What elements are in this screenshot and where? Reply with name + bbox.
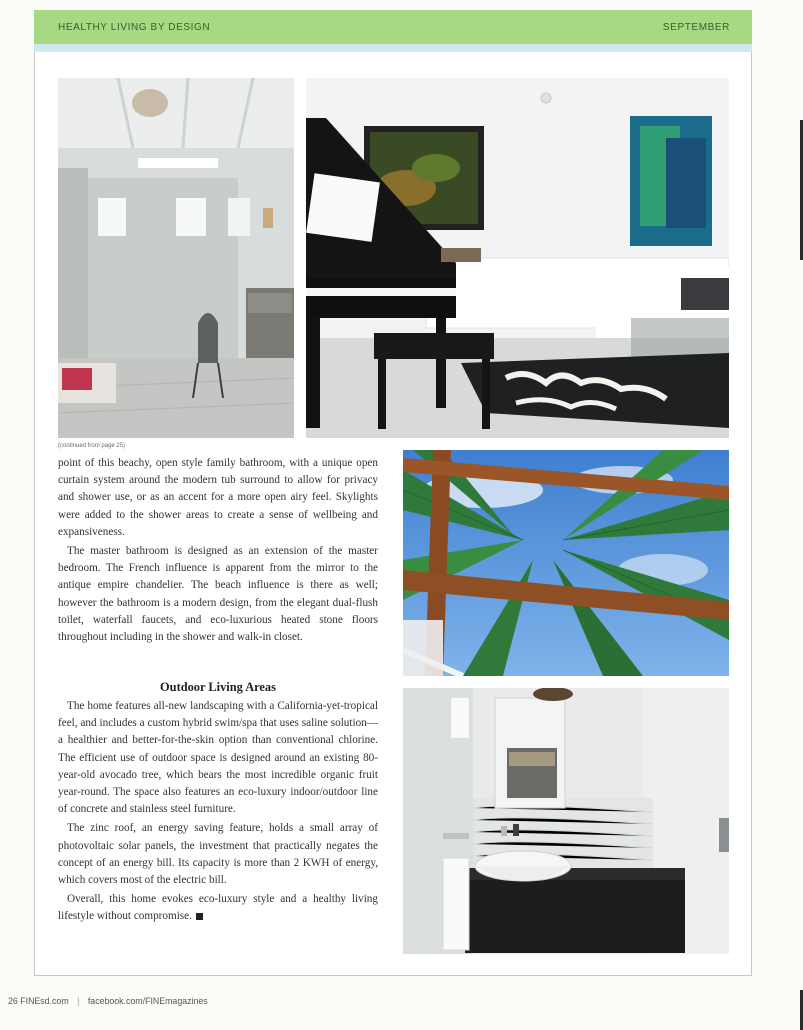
section-header-bar <box>34 10 752 44</box>
photo-powder-room <box>403 688 729 954</box>
footer-separator: | <box>77 996 80 1006</box>
photo-palm-pergola <box>403 450 729 676</box>
article-paragraph: point of this beachy, open style family bathroom, with a unique open curtain system around the modern tub surround to allow for privacy and shower use, or as an accent for a more open airy feel. Skylights were added to the shower areas to create a sense of wellbeing and expansiveness. <box>58 457 378 538</box>
article-paragraph: The zinc roof, an energy saving feature, holds a small array of photovoltaic solar panels, the investment that practically negates the concept of an energy bill. Its capacity is more than 2 KWH of energy, which covers most of the electric bill. <box>58 822 378 887</box>
section-title: HEALTHY LIVING BY DESIGN <box>58 22 211 33</box>
footer-site-link[interactable]: FINEsd.com <box>20 996 69 1006</box>
article-text-bottom <box>58 698 378 926</box>
article-paragraph-last <box>58 891 378 925</box>
photo-shower-bathroom <box>58 78 294 438</box>
article-paragraph-text: Overall, this home evokes eco-luxury style and a healthy living lifestyle without compromise. <box>58 893 378 923</box>
footer-social-link[interactable]: facebook.com/FINEmagazines <box>87 996 208 1006</box>
photo-living-room-piano <box>306 78 729 438</box>
issue-month: SEPTEMBER <box>662 22 730 33</box>
end-of-article-icon <box>196 913 203 920</box>
section-subhead: Outdoor Living Areas <box>160 680 276 694</box>
page-footer <box>8 996 208 1006</box>
article-paragraph: The home features all-new landscaping with a California-yet-tropical feel, and includes a custom hybrid swim/spa that uses saline solution—a healthier and better-for-the-skin option than conventional chlorine. The efficient use of outdoor space is designed around an existing 80-year-old avocado tree, which bears the most incredible organic fruit year-round. The space also features an eco-luxury indoor/outdoor line of concrete and stainless steel furniture. <box>58 700 378 816</box>
page-number: 26 <box>8 996 18 1006</box>
article-paragraph: The master bathroom is designed as an extension of the master bedroom. The French influence is apparent from the mirror to the antique empire chandelier. The beach influence is there as well; however the bathroom is a modern design, from the elegant dual-flush toilet, waterfall faucets, and eco-luxurious heated stone floors throughout including in the shower and walk-in closet. <box>58 545 378 644</box>
continued-from-note: (continued from page 25) <box>58 443 126 449</box>
article-text-top <box>58 455 378 646</box>
header-stripe <box>34 44 752 52</box>
